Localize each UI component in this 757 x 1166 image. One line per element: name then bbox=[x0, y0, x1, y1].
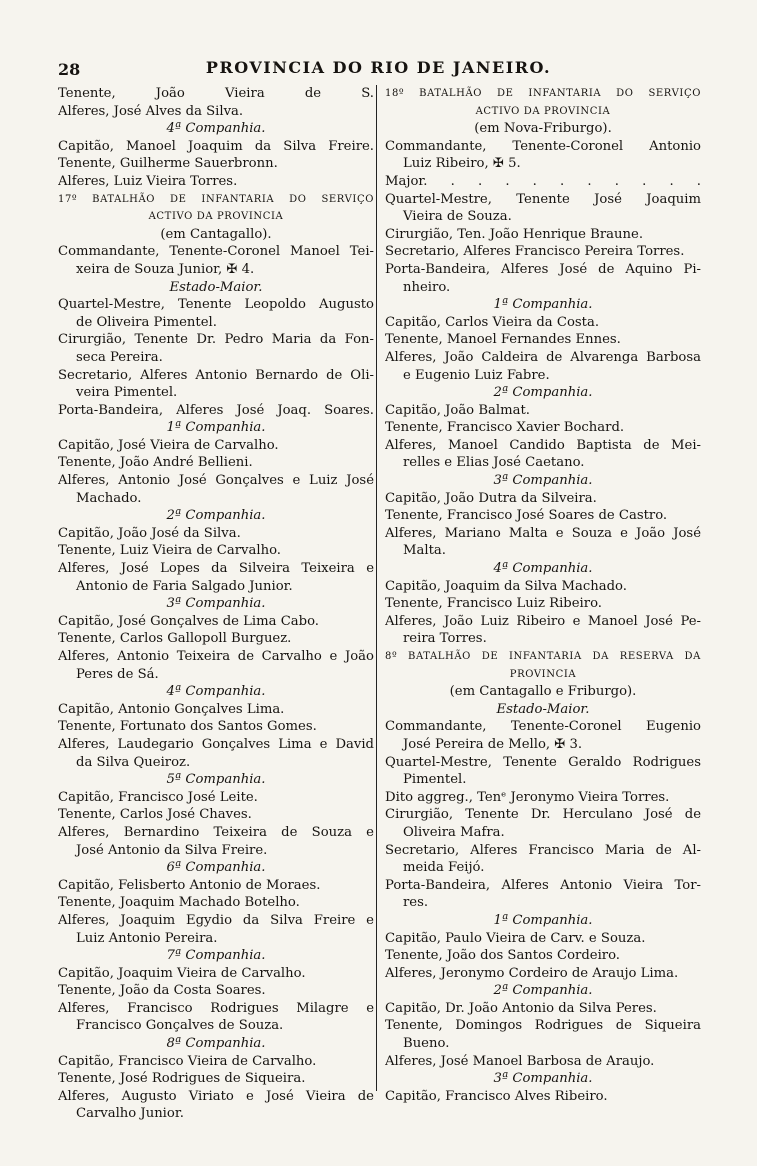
section-heading: 4ª Companhia. bbox=[493, 561, 593, 577]
entry-line: Tenente, João André Bellieni. bbox=[58, 455, 253, 471]
entry-line: Alferes, Augusto Viriato e José Vieira de bbox=[58, 1088, 374, 1104]
entry-line: Capitão, Dr. João Antonio da Silva Peres. bbox=[385, 1000, 657, 1016]
entry-line: Cirurgião, Tenente Dr. Herculano José de bbox=[385, 807, 701, 823]
entry-line: da Silva Queiroz. bbox=[76, 754, 191, 770]
entry-line: Quartel-Mestre, Tenente José Joaquim bbox=[385, 191, 701, 207]
entry-line: Alferes, Antonio Teixeira de Carvalho e João bbox=[58, 649, 374, 664]
section-heading: Estado-Maior. bbox=[496, 701, 590, 717]
entry-line: Pimentel. bbox=[403, 772, 467, 788]
entry-line: Alferes, Mariano Malta e Souza e João José bbox=[385, 525, 701, 541]
entry-line: Tenente, Carlos Gallopoll Burguez. bbox=[58, 631, 292, 647]
entry-line: José Antonio da Silva Freire. bbox=[76, 842, 268, 858]
section-heading: 3ª Companhia. bbox=[166, 596, 266, 612]
entry-line: Tenente, Guilherme Sauerbronn. bbox=[58, 156, 278, 172]
section-heading: 1ª Companhia. bbox=[493, 297, 593, 313]
battalion-heading: ACTIVO DA PROVINCIA bbox=[475, 105, 611, 117]
section-heading: 1ª Companhia. bbox=[493, 912, 593, 928]
entry-line: Secretario, Alferes Antonio Bernardo de Oli- bbox=[58, 367, 374, 383]
entry-line: Francisco Gonçalves de Souza. bbox=[76, 1018, 284, 1034]
entry-line: Capitão, Francisco Vieira de Carvalho. bbox=[58, 1053, 317, 1069]
entry-line: Alferes, Laudegario Gonçalves Lima e David bbox=[58, 736, 374, 752]
entry-line: Capitão, Carlos Vieira da Costa. bbox=[385, 314, 600, 330]
entry-line: Alferes, Antonio José Gonçalves e Luiz José bbox=[58, 473, 374, 489]
entry-line: Cirurgião, Tenente Dr. Pedro Maria da Fon- bbox=[58, 332, 374, 348]
entry-line: e Eugenio Luiz Fabre. bbox=[403, 367, 550, 383]
entry-line: Tenente, Carlos José Chaves. bbox=[58, 807, 252, 823]
entry-line: (em Nova-Friburgo). bbox=[474, 121, 612, 137]
entry-line: Dito aggreg., Tenᵉ Jeronymo Vieira Torres. bbox=[385, 789, 670, 805]
entry-line: Capitão, Joaquim da Silva Machado. bbox=[385, 578, 627, 594]
entry-line: Peres de Sá. bbox=[76, 666, 159, 682]
entry-line: Carvalho Junior. bbox=[76, 1106, 184, 1122]
entry-line: xeira de Souza Junior, ✠ 4. bbox=[76, 261, 255, 277]
entry-line: Commandante, Tenente-Coronel Manoel Tei- bbox=[58, 244, 374, 260]
section-heading: 2ª Companhia. bbox=[493, 385, 593, 401]
battalion-heading: 8º BATALHÃO DE INFANTARIA DA RESERVA DA bbox=[385, 651, 701, 662]
entry-line: Vieira de Souza. bbox=[403, 209, 512, 225]
page-number: 28 bbox=[58, 60, 81, 79]
entry-line: Capitão, João Balmat. bbox=[385, 402, 530, 418]
entry-line: res. bbox=[403, 895, 429, 911]
entry-line: Commandante, Tenente-Coronel Antonio bbox=[385, 138, 701, 154]
entry-line: reira Torres. bbox=[403, 631, 487, 647]
entry-line: relles e Elias José Caetano. bbox=[403, 455, 585, 471]
section-heading: 2ª Companhia. bbox=[493, 983, 593, 999]
battalion-heading: 17º BATALHÃO DE INFANTARIA DO SERVIÇO bbox=[58, 193, 374, 205]
entry-line: Capitão, Manoel Joaquim da Silva Freire. bbox=[58, 138, 374, 154]
entry-line: Alferes, José Manoel Barbosa de Araujo. bbox=[385, 1053, 655, 1069]
entry-line: Cirurgião, Ten. João Henrique Braune. bbox=[385, 226, 644, 242]
entry-line: Bueno. bbox=[403, 1036, 450, 1052]
entry-line: nheiro. bbox=[403, 279, 451, 295]
entry-line: Tenente, Luiz Vieira de Carvalho. bbox=[58, 543, 281, 559]
entry-line: Capitão, Joaquim Vieira de Carvalho. bbox=[58, 965, 306, 981]
entry-line: Tenente, Joaquim Machado Botelho. bbox=[58, 895, 300, 911]
entry-line: Tenente, Domingos Rodrigues de Siqueira bbox=[385, 1018, 701, 1034]
entry-line: Quartel-Mestre, Tenente Leopoldo Augusto bbox=[58, 297, 374, 313]
entry-line: Quartel-Mestre, Tenente Geraldo Rodrigues bbox=[385, 754, 701, 770]
entry-line: Tenente, Francisco José Soares de Castro. bbox=[385, 508, 668, 524]
entry-line: Capitão, João José da Silva. bbox=[58, 525, 241, 541]
entry-line: Capitão, José Gonçalves de Lima Cabo. bbox=[58, 613, 320, 629]
entry-line: Alferes, João Caldeira de Alvarenga Barbosa bbox=[385, 349, 701, 365]
entry-line: Alferes, João Luiz Ribeiro e Manoel José Pe- bbox=[385, 613, 701, 629]
running-head: PROVINCIA DO RIO DE JANEIRO. bbox=[205, 58, 552, 77]
entry-line: Tenente, João Vieira de S. bbox=[58, 86, 374, 101]
entry-line: Alferes, Francisco Rodrigues Milagre e bbox=[58, 1000, 374, 1016]
entry-line: Alferes, Bernardino Teixeira de Souza e bbox=[58, 824, 374, 840]
entry-line: Capitão, João Dutra da Silveira. bbox=[385, 490, 597, 506]
entry-line: Commandante, Tenente-Coronel Eugenio bbox=[385, 719, 701, 735]
entry-line: Porta-Bandeira, Alferes José de Aquino Pi- bbox=[385, 261, 701, 277]
entry-line: Porta-Bandeira, Alferes José Joaq. Soares. bbox=[58, 402, 374, 418]
entry-line: Capitão, Francisco José Leite. bbox=[58, 789, 258, 805]
entry-line: Malta. bbox=[403, 543, 446, 559]
entry-line: Tenente, Fortunato dos Santos Gomes. bbox=[58, 719, 317, 735]
entry-line: Alferes, Joaquim Egydio da Silva Freire e bbox=[58, 912, 374, 928]
entry-line: Major. . . . . . . . . . . bbox=[385, 173, 701, 189]
entry-line: Tenente, Manoel Fernandes Ennes. bbox=[385, 332, 621, 348]
entry-line: Capitão, Antonio Gonçalves Lima. bbox=[58, 701, 285, 717]
entry-line: Alferes, José Alves da Silva. bbox=[58, 103, 244, 119]
section-heading: 7ª Companhia. bbox=[166, 948, 266, 964]
right-column bbox=[385, 85, 701, 1105]
entry-line: Capitão, Francisco Alves Ribeiro. bbox=[385, 1088, 608, 1104]
entry-line: Tenente, José Rodrigues de Siqueira. bbox=[58, 1071, 306, 1087]
entry-line: Porta-Bandeira, Alferes Antonio Vieira Tor- bbox=[385, 877, 701, 893]
entry-line: Tenente, Francisco Xavier Bochard. bbox=[385, 420, 625, 436]
entry-line: seca Pereira. bbox=[76, 349, 163, 365]
entry-line: Capitão, Felisberto Antonio de Moraes. bbox=[58, 877, 321, 893]
battalion-heading: ACTIVO DA PROVINCIA bbox=[148, 211, 284, 223]
section-heading: 5ª Companhia. bbox=[166, 772, 266, 788]
entry-line: Alferes, Manoel Candido Baptista de Mei- bbox=[385, 437, 701, 453]
entry-line: Alferes, José Lopes da Silveira Teixeira e bbox=[58, 561, 374, 577]
entry-line: veira Pimentel. bbox=[76, 385, 178, 401]
section-heading: 3ª Companhia. bbox=[493, 473, 593, 489]
entry-line: Luiz Ribeiro, ✠ 5. bbox=[403, 156, 521, 172]
entry-line: Capitão, José Vieira de Carvalho. bbox=[58, 437, 279, 453]
section-heading: 4ª Companhia. bbox=[166, 684, 266, 700]
entry-line: Alferes, Jeronymo Cordeiro de Araujo Lima. bbox=[385, 965, 679, 981]
entry-line: Alferes, Luiz Vieira Torres. bbox=[58, 173, 238, 189]
entry-line: Tenente, João da Costa Soares. bbox=[58, 983, 266, 999]
section-heading: Estado-Maior. bbox=[169, 279, 263, 295]
entry-line: Tenente, Francisco Luiz Ribeiro. bbox=[385, 596, 602, 612]
left-column bbox=[58, 85, 374, 1123]
entry-line: Secretario, Alferes Francisco Pereira Torres. bbox=[385, 244, 685, 260]
entry-line: Luiz Antonio Pereira. bbox=[76, 930, 218, 946]
entry-line: (em Cantagallo e Friburgo). bbox=[449, 684, 637, 700]
entry-line: Machado. bbox=[76, 490, 142, 506]
entry-line: de Oliveira Pimentel. bbox=[76, 314, 217, 330]
section-heading: 2ª Companhia. bbox=[166, 508, 266, 524]
entry-line: (em Cantagallo). bbox=[160, 226, 272, 242]
battalion-heading: PROVINCIA bbox=[509, 668, 577, 680]
section-heading: 8ª Companhia. bbox=[166, 1036, 266, 1052]
entry-line: Oliveira Mafra. bbox=[403, 824, 505, 840]
section-heading: 1ª Companhia. bbox=[166, 420, 266, 436]
section-heading: 6ª Companhia. bbox=[166, 860, 266, 876]
column-rule bbox=[376, 85, 377, 1091]
entry-line: Secretario, Alferes Francisco Maria de Al- bbox=[385, 842, 701, 858]
section-heading: 3ª Companhia. bbox=[493, 1071, 593, 1087]
entry-line: Capitão, Paulo Vieira de Carv. e Souza. bbox=[385, 930, 646, 946]
entry-line: meida Feijó. bbox=[403, 860, 485, 876]
entry-line: Tenente, João dos Santos Cordeiro. bbox=[385, 948, 621, 964]
battalion-heading: 18º BATALHÃO DE INFANTARIA DO SERVIÇO bbox=[385, 88, 701, 99]
section-heading: 4ª Companhia. bbox=[166, 121, 266, 137]
entry-line: José Pereira de Mello, ✠ 3. bbox=[403, 736, 583, 752]
entry-line: Antonio de Faria Salgado Junior. bbox=[76, 578, 293, 594]
